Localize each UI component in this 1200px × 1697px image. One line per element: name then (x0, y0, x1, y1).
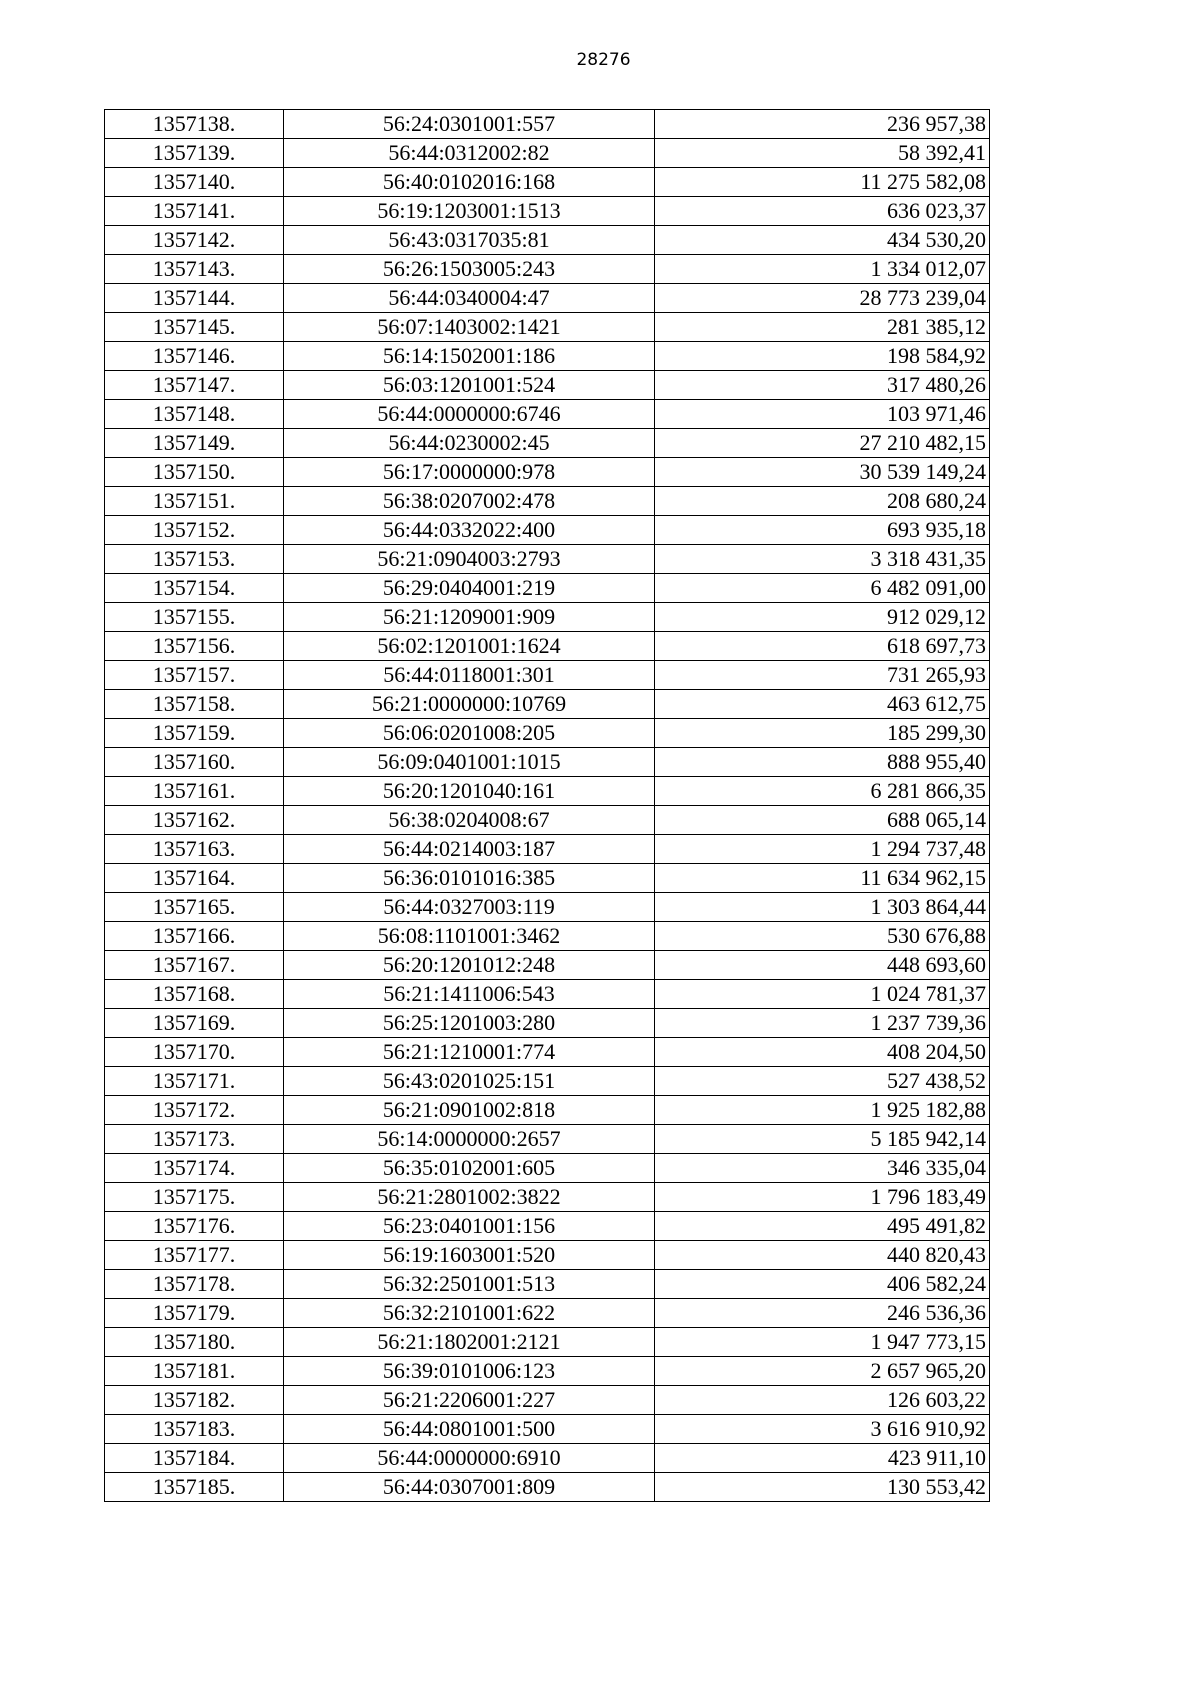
cadastral-value-cell: 6 281 866,35 (655, 777, 990, 806)
cadastral-value-cell: 1 237 739,36 (655, 1009, 990, 1038)
cadastral-number-cell: 56:44:0332022:400 (284, 516, 655, 545)
row-number-cell: 1357144. (105, 284, 284, 313)
cadastral-number-cell: 56:44:0340004:47 (284, 284, 655, 313)
table-row (105, 806, 990, 835)
cadastral-value-cell: 912 029,12 (655, 603, 990, 632)
cadastral-number-cell: 56:21:0904003:2793 (284, 545, 655, 574)
cadastral-value-cell: 406 582,24 (655, 1270, 990, 1299)
table-row (105, 574, 990, 603)
row-number-cell: 1357182. (105, 1386, 284, 1415)
row-number-cell: 1357184. (105, 1444, 284, 1473)
row-number-cell: 1357174. (105, 1154, 284, 1183)
row-number-cell: 1357185. (105, 1473, 284, 1502)
cadastral-number-cell: 56:44:0327003:119 (284, 893, 655, 922)
cadastral-number-cell: 56:35:0102001:605 (284, 1154, 655, 1183)
row-number-cell: 1357159. (105, 719, 284, 748)
cadastral-number-cell: 56:36:0101016:385 (284, 864, 655, 893)
row-number-cell: 1357141. (105, 197, 284, 226)
cadastral-value-cell: 6 482 091,00 (655, 574, 990, 603)
cadastral-number-cell: 56:44:0118001:301 (284, 661, 655, 690)
row-number-cell: 1357173. (105, 1125, 284, 1154)
row-number-cell: 1357177. (105, 1241, 284, 1270)
cadastral-value-cell: 693 935,18 (655, 516, 990, 545)
row-number-cell: 1357150. (105, 458, 284, 487)
cadastral-number-cell: 56:21:0000000:10769 (284, 690, 655, 719)
table-row (105, 1067, 990, 1096)
table-row (105, 777, 990, 806)
table-row (105, 342, 990, 371)
row-number-cell: 1357162. (105, 806, 284, 835)
cadastral-number-cell: 56:44:0214003:187 (284, 835, 655, 864)
table-row (105, 980, 990, 1009)
cadastral-value-cell: 103 971,46 (655, 400, 990, 429)
cadastral-value-cell: 5 185 942,14 (655, 1125, 990, 1154)
cadastral-number-cell: 56:21:1209001:909 (284, 603, 655, 632)
table-row (105, 661, 990, 690)
cadastral-value-cell: 1 947 773,15 (655, 1328, 990, 1357)
cadastral-number-cell: 56:08:1101001:3462 (284, 922, 655, 951)
cadastral-number-cell: 56:38:0207002:478 (284, 487, 655, 516)
cadastral-value-cell: 495 491,82 (655, 1212, 990, 1241)
table-row (105, 168, 990, 197)
cadastral-number-cell: 56:21:0901002:818 (284, 1096, 655, 1125)
cadastral-value-cell: 208 680,24 (655, 487, 990, 516)
cadastral-number-cell: 56:25:1201003:280 (284, 1009, 655, 1038)
row-number-cell: 1357179. (105, 1299, 284, 1328)
table-row (105, 1386, 990, 1415)
cadastral-value-cell: 688 065,14 (655, 806, 990, 835)
table-row (105, 690, 990, 719)
table-row (105, 1038, 990, 1067)
cadastral-value-cell: 408 204,50 (655, 1038, 990, 1067)
row-number-cell: 1357140. (105, 168, 284, 197)
cadastral-value-cell: 236 957,38 (655, 110, 990, 139)
cadastral-value-cell: 11 634 962,15 (655, 864, 990, 893)
table-row (105, 632, 990, 661)
row-number-cell: 1357154. (105, 574, 284, 603)
table-row (105, 1212, 990, 1241)
table-row (105, 1154, 990, 1183)
cadastral-number-cell: 56:03:1201001:524 (284, 371, 655, 400)
table-row (105, 487, 990, 516)
cadastral-value-cell: 30 539 149,24 (655, 458, 990, 487)
cadastral-number-cell: 56:43:0201025:151 (284, 1067, 655, 1096)
row-number-cell: 1357142. (105, 226, 284, 255)
table-row (105, 864, 990, 893)
row-number-cell: 1357151. (105, 487, 284, 516)
table-row (105, 197, 990, 226)
table-row (105, 1096, 990, 1125)
cadastral-value-cell: 246 536,36 (655, 1299, 990, 1328)
table-row (105, 1415, 990, 1444)
cadastral-number-cell: 56:32:2501001:513 (284, 1270, 655, 1299)
cadastral-value-cell: 27 210 482,15 (655, 429, 990, 458)
row-number-cell: 1357175. (105, 1183, 284, 1212)
table-row (105, 313, 990, 342)
row-number-cell: 1357139. (105, 139, 284, 168)
row-number-cell: 1357149. (105, 429, 284, 458)
table-row (105, 1473, 990, 1502)
cadastral-number-cell: 56:43:0317035:81 (284, 226, 655, 255)
row-number-cell: 1357181. (105, 1357, 284, 1386)
row-number-cell: 1357143. (105, 255, 284, 284)
row-number-cell: 1357172. (105, 1096, 284, 1125)
row-number-cell: 1357163. (105, 835, 284, 864)
cadastral-value-cell: 3 616 910,92 (655, 1415, 990, 1444)
row-number-cell: 1357178. (105, 1270, 284, 1299)
cadastral-number-cell: 56:39:0101006:123 (284, 1357, 655, 1386)
table-row (105, 284, 990, 313)
table-row (105, 1009, 990, 1038)
row-number-cell: 1357170. (105, 1038, 284, 1067)
row-number-cell: 1357138. (105, 110, 284, 139)
cadastral-value-cell: 463 612,75 (655, 690, 990, 719)
table-row (105, 1444, 990, 1473)
cadastral-number-cell: 56:21:1802001:2121 (284, 1328, 655, 1357)
table-row (105, 139, 990, 168)
cadastral-number-cell: 56:21:2801002:3822 (284, 1183, 655, 1212)
table-row (105, 429, 990, 458)
table-row (105, 1328, 990, 1357)
row-number-cell: 1357176. (105, 1212, 284, 1241)
cadastral-number-cell: 56:21:1210001:774 (284, 1038, 655, 1067)
table-row (105, 922, 990, 951)
cadastral-number-cell: 56:44:0000000:6746 (284, 400, 655, 429)
cadastral-number-cell: 56:44:0307001:809 (284, 1473, 655, 1502)
cadastral-number-cell: 56:40:0102016:168 (284, 168, 655, 197)
row-number-cell: 1357169. (105, 1009, 284, 1038)
row-number-cell: 1357166. (105, 922, 284, 951)
cadastral-number-cell: 56:44:0000000:6910 (284, 1444, 655, 1473)
cadastral-value-cell: 731 265,93 (655, 661, 990, 690)
cadastral-number-cell: 56:20:1201012:248 (284, 951, 655, 980)
table-row (105, 893, 990, 922)
cadastral-number-cell: 56:02:1201001:1624 (284, 632, 655, 661)
cadastral-value-cell: 434 530,20 (655, 226, 990, 255)
row-number-cell: 1357157. (105, 661, 284, 690)
row-number-cell: 1357155. (105, 603, 284, 632)
table-row (105, 1357, 990, 1386)
table-row (105, 458, 990, 487)
cadastral-value-cell: 130 553,42 (655, 1473, 990, 1502)
table-row (105, 1270, 990, 1299)
table-row (105, 835, 990, 864)
row-number-cell: 1357183. (105, 1415, 284, 1444)
table-row (105, 545, 990, 574)
cadastral-value-table (104, 109, 990, 1502)
cadastral-number-cell: 56:24:0301001:557 (284, 110, 655, 139)
cadastral-number-cell: 56:09:0401001:1015 (284, 748, 655, 777)
cadastral-value-cell: 198 584,92 (655, 342, 990, 371)
table-row (105, 226, 990, 255)
row-number-cell: 1357161. (105, 777, 284, 806)
row-number-cell: 1357171. (105, 1067, 284, 1096)
cadastral-number-cell: 56:29:0404001:219 (284, 574, 655, 603)
cadastral-number-cell: 56:06:0201008:205 (284, 719, 655, 748)
table-row (105, 110, 990, 139)
row-number-cell: 1357165. (105, 893, 284, 922)
cadastral-number-cell: 56:38:0204008:67 (284, 806, 655, 835)
cadastral-value-cell: 1 024 781,37 (655, 980, 990, 1009)
cadastral-value-cell: 1 334 012,07 (655, 255, 990, 284)
cadastral-number-cell: 56:21:1411006:543 (284, 980, 655, 1009)
table-row (105, 1241, 990, 1270)
table-row (105, 719, 990, 748)
row-number-cell: 1357153. (105, 545, 284, 574)
table-row (105, 748, 990, 777)
cadastral-number-cell: 56:14:0000000:2657 (284, 1125, 655, 1154)
cadastral-value-cell: 1 303 864,44 (655, 893, 990, 922)
cadastral-value-cell: 185 299,30 (655, 719, 990, 748)
cadastral-value-cell: 618 697,73 (655, 632, 990, 661)
row-number-cell: 1357148. (105, 400, 284, 429)
cadastral-value-cell: 448 693,60 (655, 951, 990, 980)
table-row (105, 951, 990, 980)
cadastral-number-cell: 56:07:1403002:1421 (284, 313, 655, 342)
row-number-cell: 1357164. (105, 864, 284, 893)
table-row (105, 400, 990, 429)
cadastral-number-cell: 56:21:2206001:227 (284, 1386, 655, 1415)
table-row (105, 1183, 990, 1212)
row-number-cell: 1357147. (105, 371, 284, 400)
cadastral-value-cell: 317 480,26 (655, 371, 990, 400)
cadastral-number-cell: 56:14:1502001:186 (284, 342, 655, 371)
row-number-cell: 1357180. (105, 1328, 284, 1357)
page-number: 28276 (576, 50, 631, 70)
row-number-cell: 1357145. (105, 313, 284, 342)
cadastral-value-cell: 58 392,41 (655, 139, 990, 168)
cadastral-number-cell: 56:17:0000000:978 (284, 458, 655, 487)
row-number-cell: 1357158. (105, 690, 284, 719)
cadastral-number-cell: 56:44:0312002:82 (284, 139, 655, 168)
cadastral-number-cell: 56:26:1503005:243 (284, 255, 655, 284)
cadastral-number-cell: 56:44:0230002:45 (284, 429, 655, 458)
cadastral-number-cell: 56:32:2101001:622 (284, 1299, 655, 1328)
cadastral-value-cell: 530 676,88 (655, 922, 990, 951)
cadastral-value-cell: 1 796 183,49 (655, 1183, 990, 1212)
row-number-cell: 1357146. (105, 342, 284, 371)
cadastral-value-cell: 281 385,12 (655, 313, 990, 342)
cadastral-number-cell: 56:23:0401001:156 (284, 1212, 655, 1241)
cadastral-number-cell: 56:19:1603001:520 (284, 1241, 655, 1270)
cadastral-value-cell: 126 603,22 (655, 1386, 990, 1415)
table-row (105, 603, 990, 632)
cadastral-value-cell: 423 911,10 (655, 1444, 990, 1473)
cadastral-value-cell: 2 657 965,20 (655, 1357, 990, 1386)
table-row (105, 255, 990, 284)
cadastral-number-cell: 56:19:1203001:1513 (284, 197, 655, 226)
table-row (105, 1299, 990, 1328)
table-row (105, 371, 990, 400)
row-number-cell: 1357160. (105, 748, 284, 777)
cadastral-value-cell: 346 335,04 (655, 1154, 990, 1183)
cadastral-number-cell: 56:44:0801001:500 (284, 1415, 655, 1444)
table-row (105, 1125, 990, 1154)
cadastral-value-cell: 3 318 431,35 (655, 545, 990, 574)
table-body (105, 110, 990, 1502)
cadastral-value-cell: 28 773 239,04 (655, 284, 990, 313)
cadastral-value-cell: 1 294 737,48 (655, 835, 990, 864)
cadastral-value-cell: 440 820,43 (655, 1241, 990, 1270)
cadastral-value-cell: 636 023,37 (655, 197, 990, 226)
row-number-cell: 1357156. (105, 632, 284, 661)
cadastral-value-cell: 888 955,40 (655, 748, 990, 777)
cadastral-value-cell: 1 925 182,88 (655, 1096, 990, 1125)
row-number-cell: 1357152. (105, 516, 284, 545)
table-row (105, 516, 990, 545)
cadastral-value-cell: 11 275 582,08 (655, 168, 990, 197)
cadastral-value-cell: 527 438,52 (655, 1067, 990, 1096)
cadastral-number-cell: 56:20:1201040:161 (284, 777, 655, 806)
row-number-cell: 1357167. (105, 951, 284, 980)
row-number-cell: 1357168. (105, 980, 284, 1009)
